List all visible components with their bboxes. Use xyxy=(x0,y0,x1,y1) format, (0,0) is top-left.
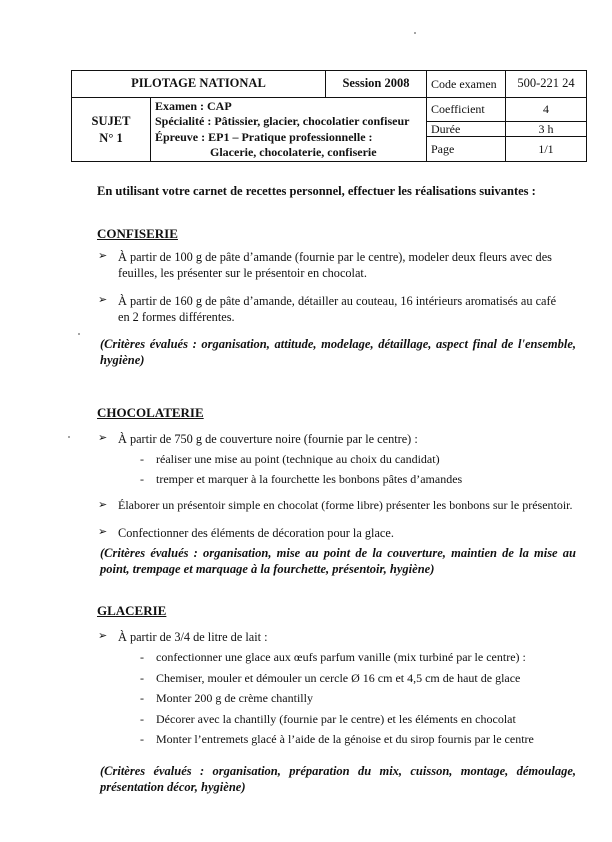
dash-bullet: - xyxy=(140,452,144,466)
dash-bullet: - xyxy=(140,650,144,664)
coefficient-label: Coefficient xyxy=(427,98,506,122)
glacerie-item-1: ➢ À partir de 3/4 de litre de lait : xyxy=(98,630,268,644)
subject-line-2: N° 1 xyxy=(99,130,123,145)
confiserie-item-1: ➢ À partir de 100 g de pâte d’amande (fournie par le centre), modeler deux fleurs avec des feuilles, les présenter sur le présentoir en chocolat. xyxy=(98,250,552,281)
confiserie-criteria: (Critères évalués : organisation, attitude, modelage, détaillage, aspect final de l'ensemble, hygiène) xyxy=(100,337,576,368)
arrow-bullet-icon: ➢ xyxy=(98,526,108,538)
pilotage-title: PILOTAGE NATIONAL xyxy=(72,71,326,98)
exam-type: Examen : CAP xyxy=(155,99,232,113)
chocolaterie-subitem-2: - tremper et marquer à la fourchette les bonbons pâtes d’amandes xyxy=(140,472,463,486)
chocolaterie-criteria: (Critères évalués : organisation, mise au point de la couverture, maintien de la mise au point, trempage et marquage à la fourchette, présentoir, hygiène) xyxy=(100,546,576,577)
dash-bullet: - xyxy=(140,472,144,486)
dash-bullet: - xyxy=(140,691,144,705)
glacerie-subitem-4: - Décorer avec la chantilly (fournie par le centre) et les éléments en chocolat xyxy=(140,712,516,726)
exam-epreuve-detail: Glacerie, chocolaterie, confiserie xyxy=(210,145,377,160)
header-table xyxy=(71,70,587,162)
scan-speck xyxy=(78,333,80,335)
glacerie-criteria: (Critères évalués : organisation, préparation du mix, cuisson, montage, démoulage, présentation décor, hygiène) xyxy=(100,764,576,795)
arrow-bullet-icon: ➢ xyxy=(98,630,108,642)
confiserie-item-2: ➢ À partir de 160 g de pâte d’amande, détailler au couteau, 16 intérieurs aromatisés au café en 2 formes différentes. xyxy=(98,294,557,325)
arrow-bullet-icon: ➢ xyxy=(98,250,108,262)
glacerie-heading: GLACERIE xyxy=(97,603,167,618)
scan-speck xyxy=(414,32,416,34)
exam-epreuve: Épreuve : EP1 – Pratique professionnelle : xyxy=(155,129,373,144)
page-value: 1/1 xyxy=(506,137,587,162)
duree-value: 3 h xyxy=(506,121,587,137)
chocolaterie-item-1: ➢ À partir de 750 g de couverture noire (fournie par le centre) : xyxy=(98,432,418,446)
intro-instruction: En utilisant votre carnet de recettes personnel, effectuer les réalisations suivantes : xyxy=(97,184,536,198)
arrow-bullet-icon: ➢ xyxy=(98,499,108,511)
code-label: Code examen xyxy=(427,71,506,98)
chocolaterie-item-3: ➢ Confectionner des éléments de décoration pour la glace. xyxy=(98,526,394,540)
glacerie-subitem-2: - Chemiser, mouler et démouler un cercle Ø 16 cm et 4,5 cm de haut de glace xyxy=(140,671,521,685)
confiserie-heading: CONFISERIE xyxy=(97,226,178,241)
glacerie-subitem-3: - Monter 200 g de crème chantilly xyxy=(140,691,313,705)
chocolaterie-item-2: ➢ Élaborer un présentoir simple en chocolat (forme libre) présenter les bonbons sur le présentoir. xyxy=(98,498,573,512)
dash-bullet: - xyxy=(140,712,144,726)
scan-speck xyxy=(68,436,70,438)
chocolaterie-subitem-1: - réaliser une mise au point (technique au choix du candidat) xyxy=(140,452,440,466)
arrow-bullet-icon: ➢ xyxy=(98,432,108,444)
dash-bullet: - xyxy=(140,732,144,746)
exam-speciality: Spécialité : Pâtissier, glacier, chocolatier confiseur xyxy=(155,114,410,129)
page-label: Page xyxy=(427,137,506,162)
duree-label: Durée xyxy=(427,121,506,137)
glacerie-subitem-5: - Monter l’entremets glacé à l’aide de la génoise et du sirop fournis par le centre xyxy=(140,732,534,746)
arrow-bullet-icon: ➢ xyxy=(98,294,108,306)
glacerie-subitem-1: - confectionner une glace aux œufs parfum vanille (mix turbiné par le centre) : xyxy=(140,650,526,664)
subject-line-1: SUJET xyxy=(91,114,131,129)
exam-details xyxy=(151,98,427,162)
subject-cell xyxy=(72,98,151,162)
code-value: 500-221 24 xyxy=(506,71,587,98)
chocolaterie-heading: CHOCOLATERIE xyxy=(97,405,204,420)
coefficient-value: 4 xyxy=(506,98,587,122)
dash-bullet: - xyxy=(140,671,144,685)
session-cell: Session 2008 xyxy=(326,71,427,98)
